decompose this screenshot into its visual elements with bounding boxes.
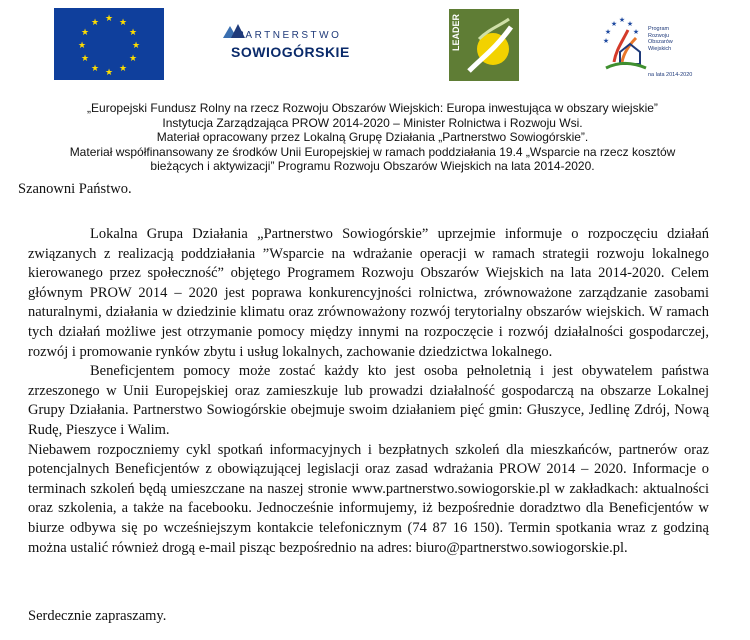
svg-text:★: ★ [80, 27, 90, 37]
header-line: Materiał współfinansowany ze środków Unii Europejskiej w ramach poddziałania 19.4 „Wsparcie na rzecz kosztów [69, 144, 676, 159]
svg-text:★: ★ [77, 40, 87, 50]
prow-line: Program [648, 26, 670, 32]
svg-text:★: ★ [632, 28, 640, 36]
eu-flag-icon [54, 8, 164, 80]
svg-text:★: ★ [90, 17, 100, 27]
prow-logo-text [648, 26, 708, 52]
svg-text:★: ★ [131, 40, 141, 50]
svg-text:★: ★ [602, 37, 610, 45]
partnerstwo-word: PARTNERSTWO [237, 30, 342, 41]
salutation: Szanowni Państwo. [18, 181, 132, 197]
paragraph: Niebawem rozpoczniemy cykl spotkań informacyjnych i bezpłatnych szkoleń dla mieszkańców, partnerów oraz potencjalnych Beneficjentów z obowiązującej legislacji oraz zasad wdrażania PROW 2014 – 2020. Informacje o terminach szkoleń będą umieszczane na naszej stronie www.partnerstwo.sowiogorskie.pl w zakładkach: aktualności oraz szkolenia, a także na facebooku. Jednocześnie informujemy, iż bezpośrednie doradztwo dla Beneficjentów w biurze odbywa się po wcześniejszym kontakcie telefonicznym (74 87 16 150). Termin spotkania wraz z godziną można ustalić również drogą e-mail pisząc bezpośrednio na adres: biuro@partnerstwo.sowiogorskie.pl. [28, 441, 709, 556]
paragraph: Lokalna Grupa Działania „Partnerstwo Sowiogórskie” uprzejmie informuje o rozpoczęciu działań związanych z realizacją poddziałania ”Wsparcie na wdrażanie operacji w ramach strategii rozwoju lokalnego kierowanego przez społeczność” objętego Programem Rozwoju Obszarów Wiejskich na lata 2014-2020. Celem głównym PROW 2014 – 2020 jest poprawa konkurencyjności rolnictwa, zrównoważone zarządzanie zasobami naturalnymi, działania w dziedzinie klimatu oraz zrównoważony rozwój terytorialny obszarów wiejskich. W ramach tych działań możliwe jest otrzymanie pomocy między innymi na rozpoczęcie i rozwój działalności gospodarczej, rozwój i promowanie rynków zbytu i usług lokalnych, zachowanie dziedzictwa lokalnego. [28, 226, 709, 360]
prow-line: Rozwoju [648, 32, 670, 39]
svg-text:★: ★ [80, 53, 90, 63]
prow-logo [600, 12, 720, 82]
sowiogorskie-word: SOWIOGÓRSKIE [231, 44, 350, 60]
svg-text:★: ★ [90, 63, 100, 73]
header-line: Instytucja Zarządzająca PROW 2014-2020 – Minister Rolnictwa i Rozwoju Wsi. [162, 115, 583, 130]
leader-text: LEADER [451, 13, 461, 51]
header-line: Materiał opracowany przez Lokalną Grupę Działania „Partnerstwo Sowiogórskie”. [156, 130, 589, 145]
svg-text:★: ★ [118, 17, 128, 27]
prow-line: Wiejskich [648, 45, 672, 52]
svg-text:★: ★ [618, 16, 626, 24]
leader-logo [449, 9, 519, 81]
paragraph: Beneficjentem pomocy może zostać każdy kto jest osoba pełnoletnią i jest obywatelem państwa zrzeszonego w Unii Europejskiej oraz zamieszkuje lub prowadzi działalność gospodarczą na obszarze Lokalnej Grupy Działania. Partnerstwo Sowiogórskie obejmuje swoim działaniem pięć gmin: Głuszyce, Jedlinę Zdrój, Nową Rudę, Pieszyce i Walim. [28, 363, 709, 438]
prow-line: Obszarów [648, 39, 673, 45]
letter-body [28, 225, 709, 558]
svg-text:★: ★ [128, 27, 138, 37]
svg-text:★: ★ [118, 63, 128, 73]
header-line: „Europejski Fundusz Rolny na rzecz Rozwoju Obszarów Wiejskich: Europa inwestująca w obszary wiejskie” [87, 101, 658, 115]
svg-text:★: ★ [610, 20, 618, 28]
svg-text:★: ★ [128, 53, 138, 63]
funding-header [20, 101, 725, 174]
header-line: bieżących i aktywizacji” Programu Rozwoju Obszarów Wiejskich na lata 2014-2020. [150, 159, 595, 174]
prow-years: na lata 2014-2020 [648, 72, 693, 78]
svg-text:★: ★ [626, 20, 634, 28]
partnerstwo-sowiogorskie-logo [215, 22, 355, 72]
closing-line: Serdecznie zapraszamy. [28, 608, 167, 624]
svg-text:★: ★ [604, 28, 612, 36]
svg-text:★: ★ [104, 67, 114, 77]
logo-bar [0, 0, 750, 95]
svg-text:★: ★ [104, 13, 114, 23]
